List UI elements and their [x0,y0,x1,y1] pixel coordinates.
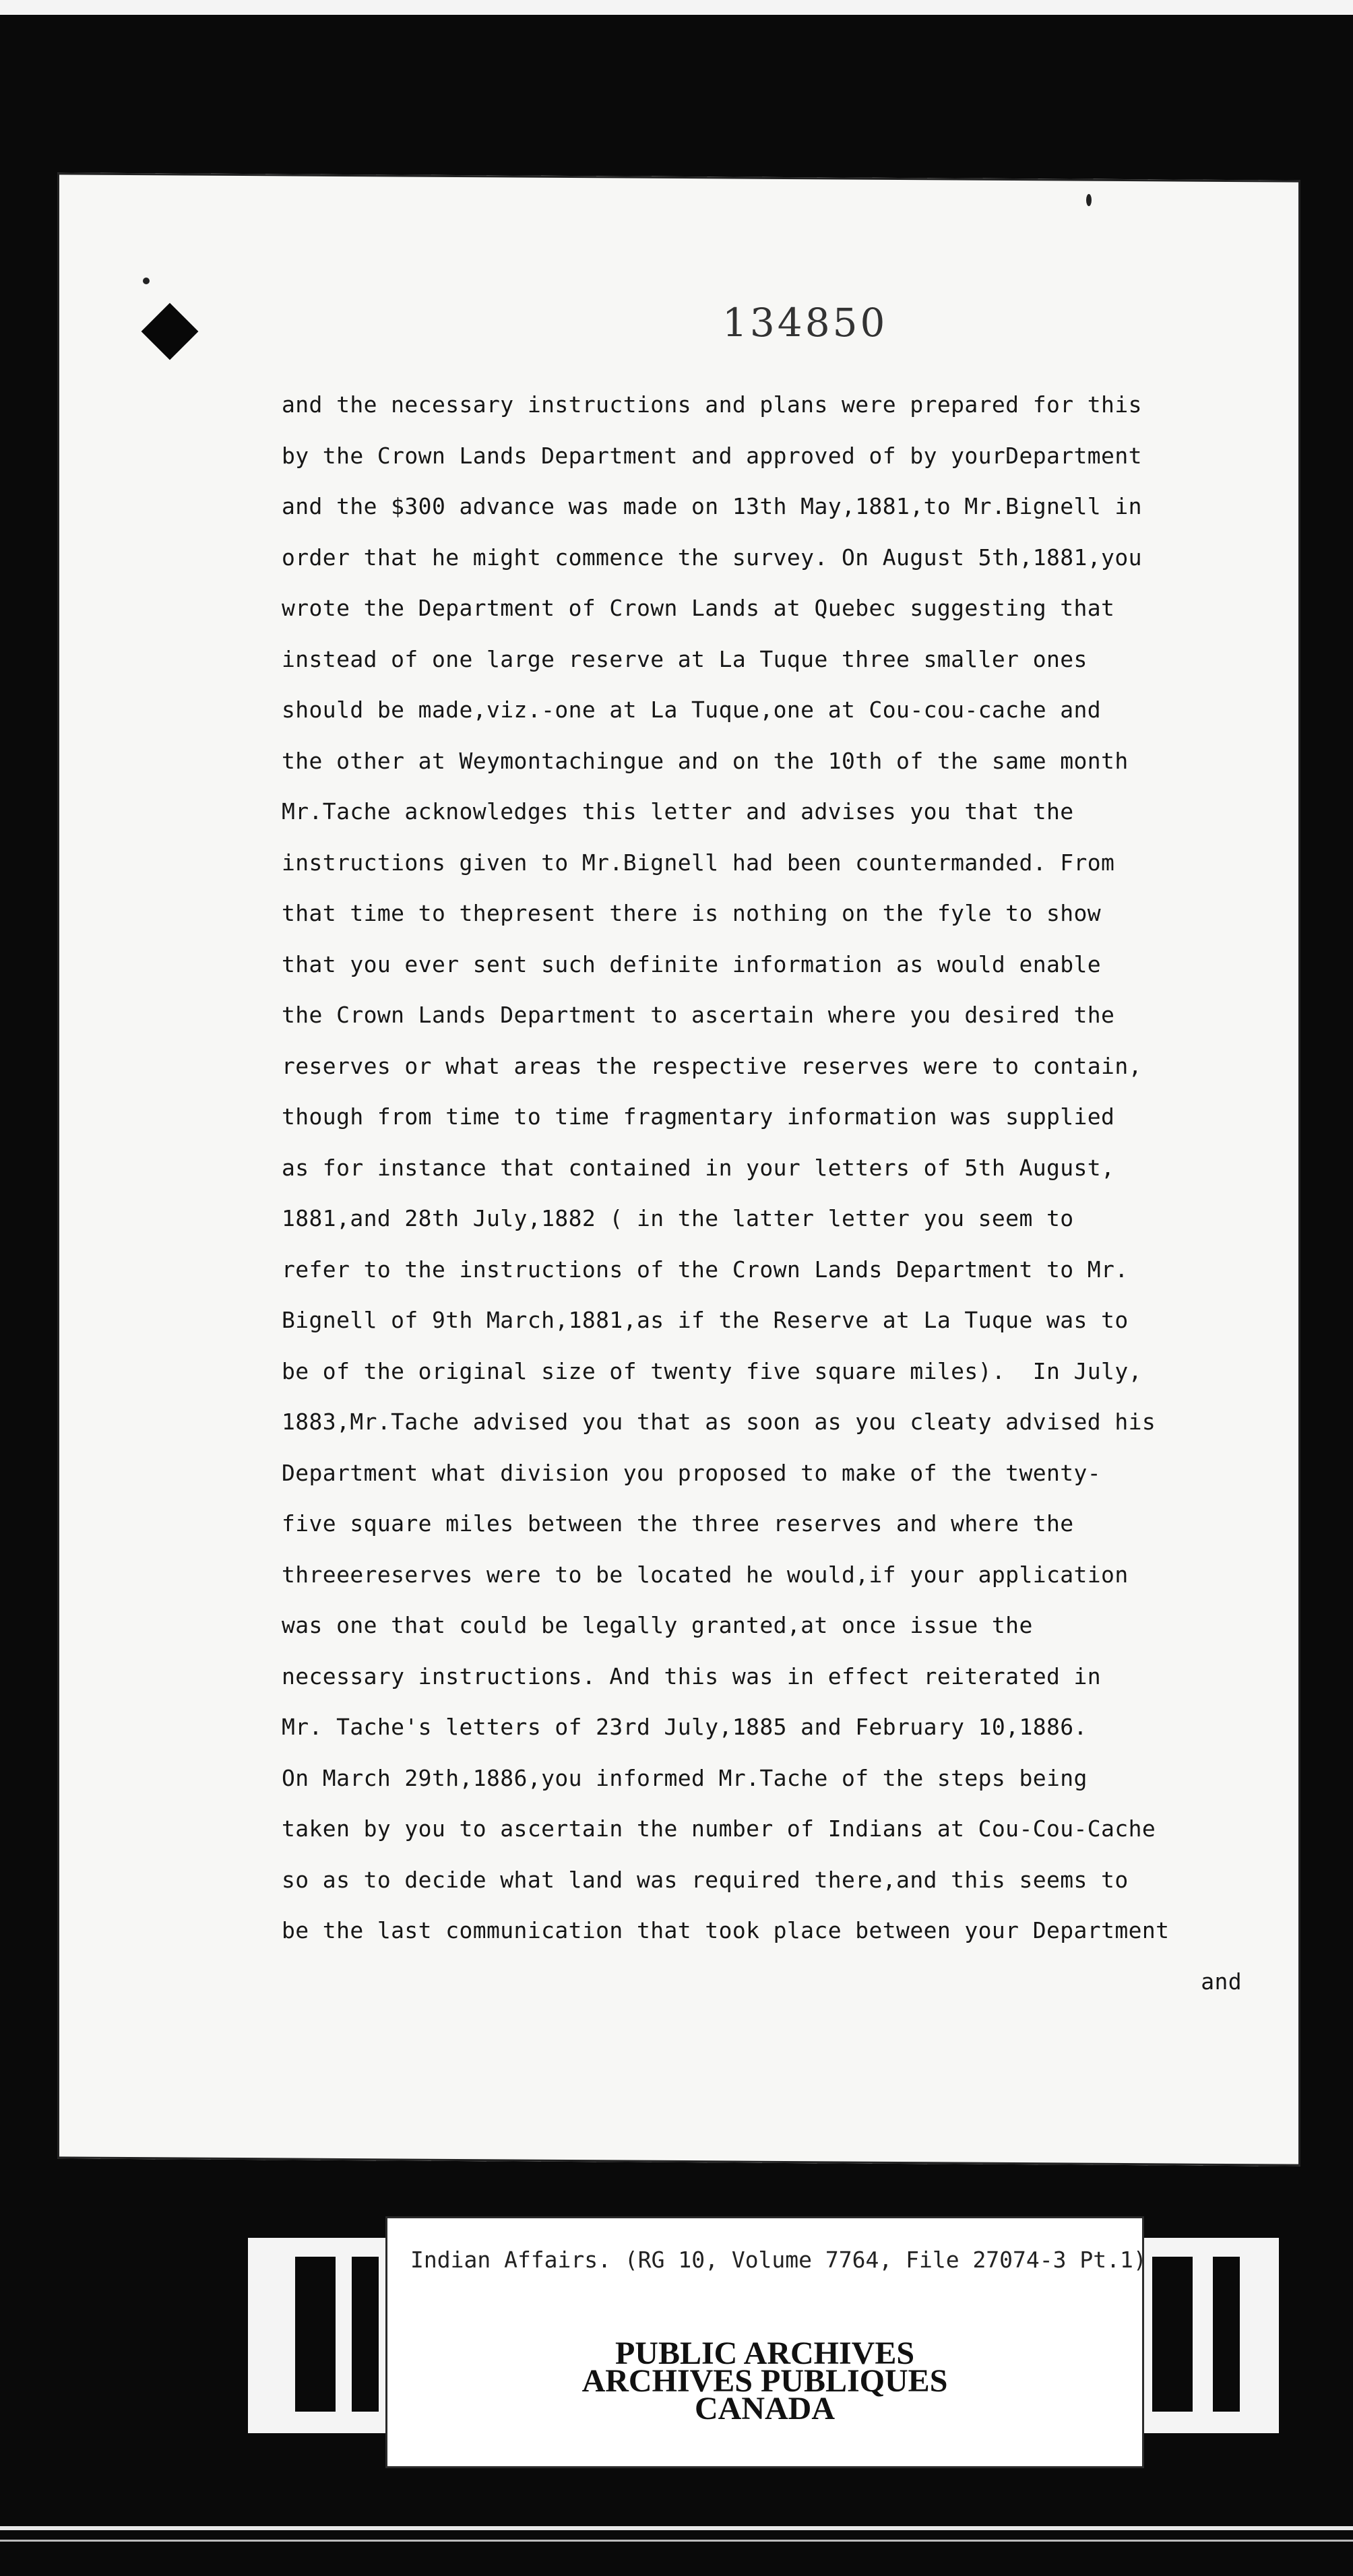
text-line: should be made,viz.-one at La Tuque,one at Cou-cou-cache and [282,697,1102,723]
label-mount-tab [1213,2257,1240,2412]
text-line: was one that could be legally granted,at once issue the [282,1612,1033,1638]
text-line: be of the original size of twenty five square miles). In July, [282,1357,1142,1384]
text-line: that time to thepresent there is nothing on the fyle to show [282,900,1102,926]
label-mount-tab [1152,2257,1193,2412]
text-line: and the necessary instructions and plans were prepared for this [282,391,1142,418]
archive-line-english: PUBLIC ARCHIVES [615,2336,915,2371]
text-line: Bignell of 9th March,1881,as if the Reserve at La Tuque was to [282,1307,1129,1333]
text-line: Mr. Tache's letters of 23rd July,1885 and February 10,1886. [282,1714,1088,1740]
text-line: five square miles between the three reserves and where the [282,1510,1074,1537]
text-line: wrote the Department of Crown Lands at Quebec suggesting that [282,595,1115,621]
text-line: the Crown Lands Department to ascertain where you desired the [282,1002,1115,1028]
archive-stamp [387,2336,1142,2426]
continuation-word: and [1201,1968,1242,1995]
label-mount-tab [352,2257,379,2412]
archive-line-country: CANADA [695,2391,835,2426]
film-frame-bottom [0,2526,1353,2530]
text-line: and the $300 advance was made on 13th May,1881,to Mr.Bignell in [282,493,1142,519]
text-line: reserves or what areas the respective reserves were to contain, [282,1052,1142,1079]
text-line: that you ever sent such definite information as would enable [282,951,1102,977]
ink-speck [1086,194,1092,206]
archive-reference: Indian Affairs. (RG 10, Volume 7764, File 27074-3 Pt.1) [410,2247,1147,2273]
text-line: order that he might commence the survey. On August 5th,1881,you [282,544,1142,571]
text-line: be the last communication that took place between your Department [282,1917,1170,1943]
text-line: On March 29th,1886,you informed Mr.Tache of the steps being [282,1764,1088,1791]
text-line: necessary instructions. And this was in effect reiterated in [282,1663,1102,1689]
text-line: so as to decide what land was required there,and this seems to [282,1866,1129,1893]
ink-speck [143,278,150,284]
text-line: by the Crown Lands Department and approved of by yourDepartment [282,442,1142,469]
typed-letter-body [282,391,1292,2018]
text-line: as for instance that contained in your letters of 5th August, [282,1154,1115,1181]
text-line: taken by you to ascertain the number of Indians at Cou-Cou-Cache [282,1815,1156,1842]
text-line: the other at Weymontachingue and on the 10th of the same month [282,747,1129,774]
film-frame-top [0,0,1353,15]
archive-line-french: ARCHIVES PUBLIQUES [581,2363,948,2399]
text-line: 1881,and 28th July,1882 ( in the latter letter you seem to [282,1205,1074,1231]
label-mount-tab [295,2257,336,2412]
page-stamp-number: 134850 [722,300,888,346]
text-line: though from time to time fragmentary information was supplied [282,1103,1115,1130]
text-line: Department what division you proposed to make of the twenty- [282,1459,1102,1486]
film-frame-bottom-edge [0,2540,1353,2542]
text-line: threeereserves were to be located he would,if your application [282,1561,1129,1588]
text-line: refer to the instructions of the Crown Lands Department to Mr. [282,1256,1129,1283]
text-line: instead of one large reserve at La Tuque three smaller ones [282,645,1088,672]
text-line: 1883,Mr.Tache advised you that as soon as you cleaty advised his [282,1409,1156,1435]
archive-label-card [385,2216,1147,2468]
text-line: instructions given to Mr.Bignell had been countermanded. From [282,849,1115,876]
text-line: Mr.Tache acknowledges this letter and advises you that the [282,798,1074,825]
